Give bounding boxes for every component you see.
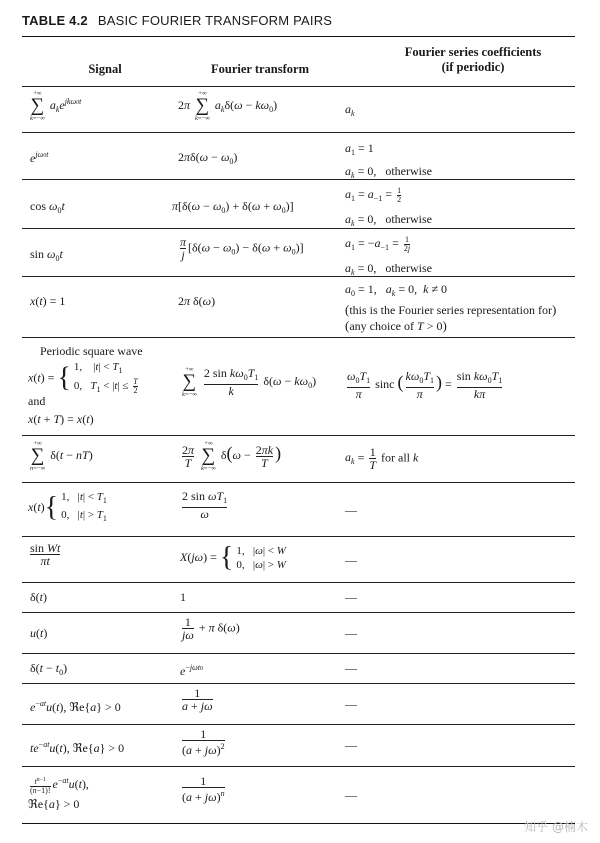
row2-transform: $2\pi\delta(\omega - \omega_0)$ [178,150,238,166]
row2-signal: $e^{j\omega 0t}$ [30,150,49,165]
row7-transform: $\frac{2\pi}{T}$ +∞ ∑ k=−∞ δ(ω − $\frac{2\pi k}{T}$ ) [182,440,282,472]
row-divider [22,766,575,767]
row6-coeff: $\frac{\omega_0T_1}{\pi}$ sinc ( $\frac{k\omega_0T_1}{\pi}$ ) = $\frac{\sin k\omega_0T_1}{k\pi}$ [347,369,503,401]
row14-signal: $te^{-at}u(t)$, ℜe{a} > 0 [30,740,125,755]
row-divider [22,582,575,583]
row4-coeff: $a_1 = -a_{-1}$ = $\frac{1}{2j}$ $a_k = 0$, otherwise [345,234,432,277]
row15-transform: $\frac{1}{(a + j\omega)^n}$ [182,774,225,804]
row4-signal: $\sin \omega_0t$ [30,247,63,263]
row12-transform: $e^{-j\omega t0}$ [180,663,203,678]
row-divider [22,482,575,483]
row14-transform: $\frac{1}{(a + j\omega)^2}$ [182,727,225,757]
row14-coeff: — [345,738,357,752]
row13-signal: $e^{-at}u(t)$, ℜe{a} > 0 [30,699,121,714]
row-divider [22,132,575,133]
row7-signal: +∞ ∑ n=−∞ δ(t − nT) [30,440,93,472]
row6-transform: +∞ ∑ k=−∞ $\frac{2 \sin k\omega_0T_1}{k}$ $\delta(\omega - k\omega_0)$ [182,366,317,398]
row-divider [22,276,575,277]
row8-signal: x(t){ 1, $|t| < T_1$ 0, $|t| > T_1$ [28,491,107,523]
row12-coeff: — [345,661,357,675]
row-divider [22,228,575,229]
table-title: TABLE 4.2 BASIC FOURIER TRANSFORM PAIRS [22,13,333,28]
row11-transform: $\frac{1}{j\omega}$ + π δ(ω) [182,615,240,642]
row-divider [22,337,575,338]
row13-transform: $\frac{1}{a + j\omega}$ [182,686,213,713]
row10-coeff: — [345,590,357,604]
top-rule [22,36,575,37]
row3-transform: $\pi[\delta(\omega - \omega_0) + \delta(\omega + \omega_0)]$ [172,199,294,215]
header-signal: Signal [88,62,122,76]
row6-signal-periodicity: x(t + T) = x(t) [28,412,94,426]
row7-coeff: $a_k$ = $\frac{1}{T}$ for all k [345,445,419,472]
row11-signal: u(t) [30,626,48,640]
row15-signal: $\frac{t^{n-1}}{(n-1)!}$ $e^{-at}u(t)$, ℜe{a} > 0 [28,776,89,811]
row-divider [22,612,575,613]
bottom-rule [22,823,575,824]
watermark: 知乎 @楠木 [524,820,588,834]
row-divider [22,536,575,537]
row5-signal: x(t) = 1 [30,294,66,308]
row-divider [22,435,575,436]
row11-coeff: — [345,626,357,640]
row4-transform: $\frac{\pi}{j}$ $[\delta(\omega - \omega_0) - \delta(\omega + \omega_0)]$ [180,235,304,262]
row8-coeff: — [345,503,357,517]
row15-coeff: — [345,788,357,802]
row12-signal: $\delta(t - t_0)$ [30,661,68,677]
row3-coeff: $a_1 = a_{-1}$ = $\frac{1}{2}$ $a_k = 0$, otherwise [345,185,432,228]
row9-coeff: — [345,553,357,567]
row2-coeff: $a_1 = 1$ $a_k = 0$, otherwise [345,141,432,180]
row-divider [22,179,575,180]
row6-signal-title: Periodic square wave [40,344,143,358]
row10-transform: 1 [180,590,186,604]
row1-signal: +∞ ∑ k=−∞ $a_ke^{jk\omega 0t}$ [30,90,82,122]
row-divider [22,724,575,725]
row1-transform: 2π +∞ ∑ k=−∞ $a_k\delta(\omega - k\omega_0)$ [178,90,278,122]
header-rule [22,86,575,87]
row10-signal: δ(t) [30,590,47,604]
row-divider [22,653,575,654]
header-coefficients: Fourier series coefficients (if periodic) [404,45,542,74]
row5-coeff: $a_0 = 1$, $a_k = 0$, k ≠ 0 (this is the Fourier series representation for) (any choice of T > 0) [345,282,557,333]
row13-coeff: — [345,697,357,711]
header-transform: Fourier transform [210,62,309,76]
row9-signal: $\frac{\text{sin Wt}}{\pi t}$ [30,541,61,568]
row5-transform: 2π δ(ω) [178,294,216,308]
row6-signal-definition: x(t) = { 1, $|t| < T_1$ 0, $T_1 < |t|$ ≤ $\frac{T}{2}$ [28,361,138,395]
row1-coeff: $a_k$ [345,102,355,118]
row8-transform: $\frac{2 \sin \omega T_1}{\omega}$ [182,489,228,521]
row3-signal: $\cos \omega_0t$ [30,199,65,215]
row6-signal-and: and [28,394,46,408]
row-divider [22,683,575,684]
row9-transform: X(jω) = { 1, |ω| < W 0, |ω| > W [180,542,286,573]
